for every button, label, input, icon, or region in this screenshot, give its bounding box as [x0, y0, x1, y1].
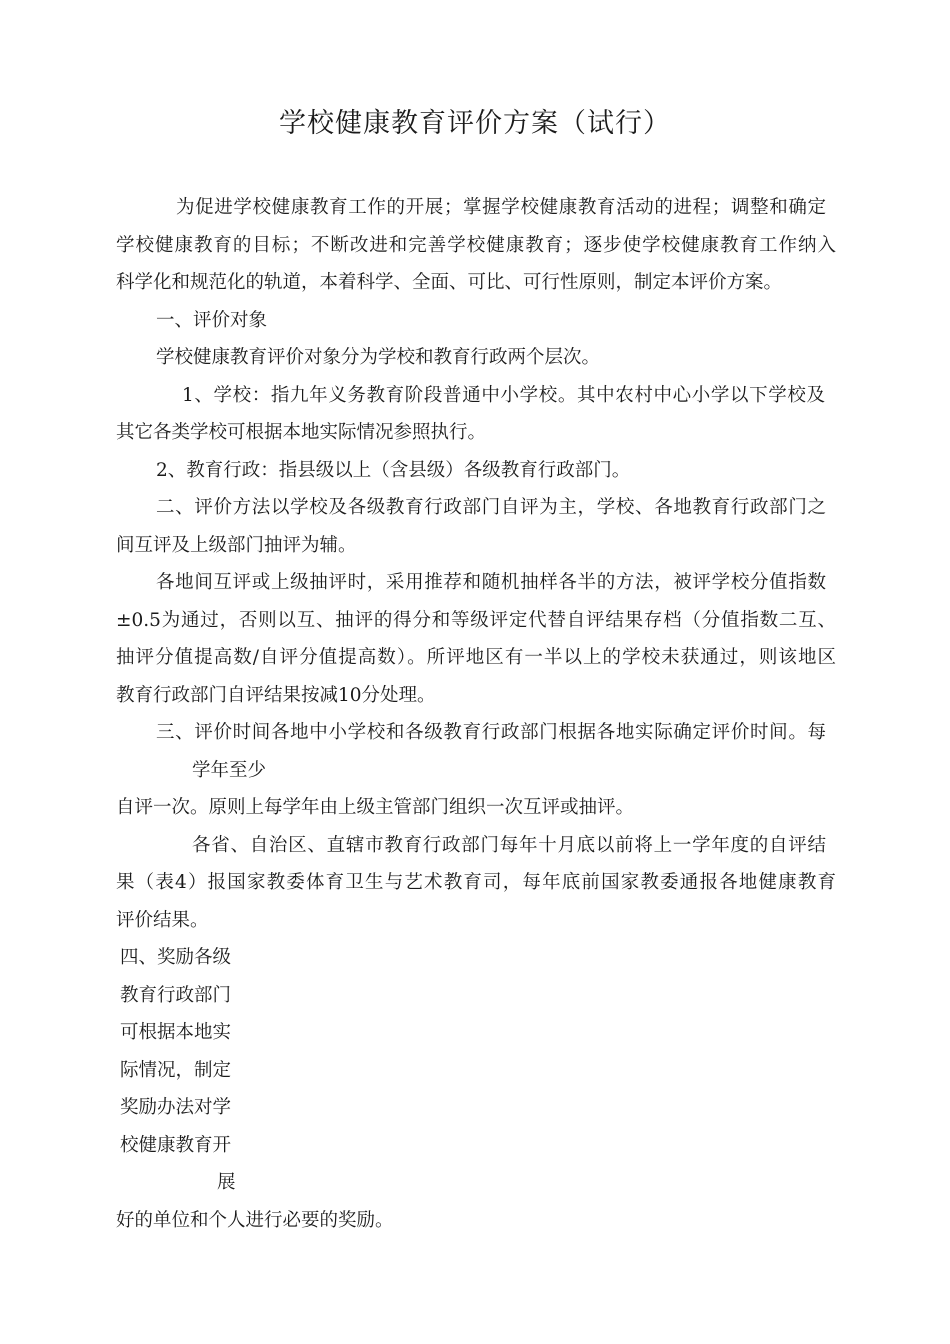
paragraph-line: 果（表4）报国家教委体育卫生与艺术教育司，每年底前国家教委通报各地健康教育	[116, 872, 836, 893]
paragraph-line: 其它各类学校可根据本地实际情况参照执行。	[116, 422, 487, 443]
paragraph-line: 1、学校：指九年义务教育阶段普通中小学校。其中农村中心小学以下学校及	[182, 385, 825, 406]
paragraph-line: 奖励办法对学	[120, 1097, 232, 1118]
section-heading: 一、评价对象	[156, 310, 268, 331]
paragraph-line: 各地间互评或上级抽评时，采用推荐和随机抽样各半的方法，被评学校分值指数	[156, 572, 826, 593]
section-heading: 三、评价时间各地中小学校和各级教育行政部门根据各地实际确定评价时间。每	[156, 722, 826, 743]
paragraph-line: 展	[217, 1172, 236, 1193]
paragraph-line: 间互评及上级部门抽评为辅。	[116, 535, 357, 556]
paragraph-line: 2、教育行政：指县级以上（含县级）各级教育行政部门。	[156, 460, 631, 481]
paragraph-line: 学年至少	[192, 760, 267, 781]
paragraph-line: 为促进学校健康教育工作的开展；掌握学校健康教育活动的进程；调整和确定	[176, 197, 826, 218]
section-heading: 二、评价方法以学校及各级教育行政部门自评为主，学校、各地教育行政部门之	[156, 497, 826, 518]
paragraph-line: 自评一次。原则上每学年由上级主管部门组织一次互评或抽评。	[116, 797, 635, 818]
paragraph-line: 校健康教育开	[120, 1135, 232, 1156]
paragraph-line: 可根据本地实	[120, 1022, 232, 1043]
paragraph-line: ±0.5为通过，否则以互、抽评的得分和等级评定代替自评结果存档（分值指数二互、	[116, 610, 836, 631]
paragraph-line: 学校健康教育的目标；不断改进和完善学校健康教育；逐步使学校健康教育工作纳入	[116, 235, 836, 256]
paragraph-line: 教育行政部门	[120, 985, 232, 1006]
paragraph-line: 评价结果。	[116, 910, 209, 931]
document-title: 学校健康教育评价方案（试行）	[279, 108, 671, 139]
paragraph-line: 好的单位和个人进行必要的奖励。	[116, 1210, 394, 1231]
paragraph-line: 际情况，制定	[120, 1060, 232, 1081]
paragraph-line: 教育行政部门自评结果按减10分处理。	[116, 685, 436, 706]
paragraph-line: 学校健康教育评价对象分为学校和教育行政两个层次。	[156, 347, 601, 368]
section-heading: 四、奖励各级	[120, 947, 232, 968]
paragraph-line: 各省、自治区、直辖市教育行政部门每年十月底以前将上一学年度的自评结	[192, 835, 826, 856]
paragraph-line: 科学化和规范化的轨道，本着科学、全面、可比、可行性原则，制定本评价方案。	[116, 272, 783, 293]
paragraph-line: 抽评分值提高数/自评分值提高数）。所评地区有一半以上的学校未获通过，则该地区	[116, 647, 836, 668]
